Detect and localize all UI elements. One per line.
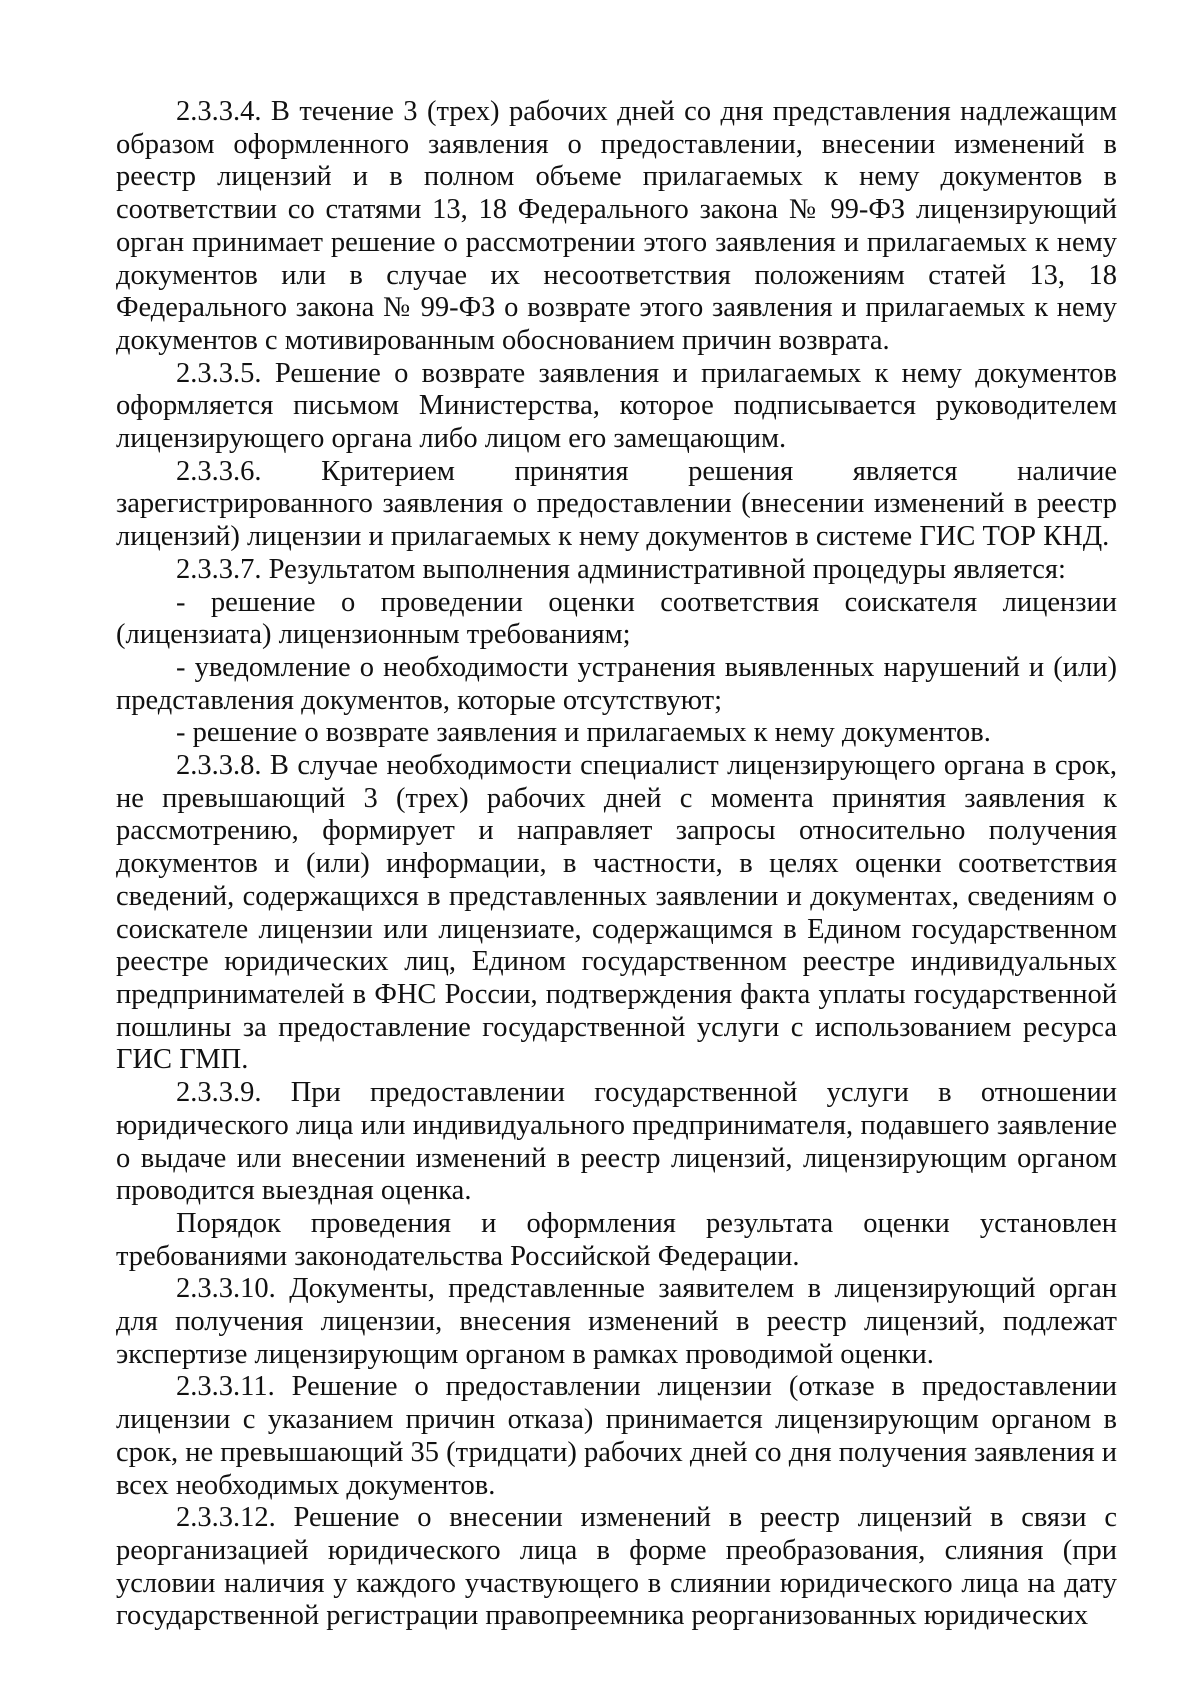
paragraph-2-3-3-6: 2.3.3.6. Критерием принятия решения является наличие зарегистрированного заявления о предоставлении (внесении изменений в реестр лицензий) лицензии и прилагаемых к нему документов в системе ГИС ТОР КНД.: [116, 455, 1117, 553]
paragraph-2-3-3-10: 2.3.3.10. Документы, представленные заявителем в лицензирующий орган для получения лицензии, внесения изменений в реестр лицензий, подлежат экспертизе лицензирующим органом в рамках проводимой оценки.: [116, 1273, 1117, 1370]
paragraph-2-3-3-8: 2.3.3.8. В случае необходимости специалист лицензирующего органа в срок, не превышающий 3 (трех) рабочих дней с момента принятия заявления к рассмотрению, формирует и направляет запросы относительно получения документов и (или) информации, в частности, в целях оценки соответствия сведений, содержащихся в представленных заявлении и документах, сведениям о соискателе лицензии или лицензиате, содержащимся в Едином государственном реестре юридических лиц, Едином государственном реестре индивидуальных предпринимателей в ФНС России, подтверждения факта уплаты государственной пошлины за предоставление государственной услуги с использованием ресурса ГИС ГМП.: [116, 750, 1117, 1076]
paragraph-2-3-3-7: 2.3.3.7. Результатом выполнения административной процедуры является:: [176, 553, 1066, 585]
document-body: [116, 96, 1117, 1633]
paragraph-2-3-3-4: 2.3.3.4. В течение 3 (трех) рабочих дней со дня представления надлежащим образом оформленного заявления о предоставлении, внесении изменений в реестр лицензий и в полном объеме прилагаемых к нему документов в соответствии со статями 13, 18 Федерального закона № 99-ФЗ лицензирующий орган принимает решение о рассмотрении этого заявления и прилагаемых к нему документов или в случае их несоответствия положениям статей 13, 18 Федерального закона № 99-ФЗ о возврате этого заявления и прилагаемых к нему документов с мотивированным обоснованием причин возврата.: [116, 96, 1117, 356]
list-item-decision-return: - решение о возврате заявления и прилагаемых к нему документов.: [176, 717, 991, 749]
list-item-decision-assessment: - решение о проведении оценки соответствия соискателя лицензии (лицензиата) лицензионным требованиям;: [116, 586, 1117, 651]
paragraph-2-3-3-12: 2.3.3.12. Решение о внесении изменений в реестр лицензий в связи с реорганизацией юридического лица в форме преобразования, слияния (при условии наличия у каждого участвующего в слиянии юридического лица на дату государственной регистрации правопреемника реорганизованных юридических: [116, 1502, 1117, 1632]
list-item-notification-violations: - уведомление о необходимости устранения выявленных нарушений и (или) представления документов, которые отсутствуют;: [116, 651, 1117, 716]
paragraph-2-3-3-9: 2.3.3.9. При предоставлении государственной услуги в отношении юридического лица или индивидуального предпринимателя, подавшего заявление о выдаче или внесении изменений в реестр лицензий, лицензирующим органом проводится выездная оценка.: [116, 1077, 1117, 1207]
paragraph-2-3-3-5: 2.3.3.5. Решение о возврате заявления и прилагаемых к нему документов оформляется письмом Министерства, которое подписывается руководителем лицензирующего органа либо лицом его замещающим.: [116, 357, 1117, 455]
paragraph-2-3-3-11: 2.3.3.11. Решение о предоставлении лицензии (отказе в предоставлении лицензии с указанием причин отказа) принимается лицензирующим органом в срок, не превышающий 35 (тридцати) рабочих дней со дня получения заявления и всех необходимых документов.: [116, 1371, 1117, 1501]
paragraph-assessment-procedure: Порядок проведения и оформления результата оценки установлен требованиями законодательства Российской Федерации.: [116, 1207, 1117, 1272]
